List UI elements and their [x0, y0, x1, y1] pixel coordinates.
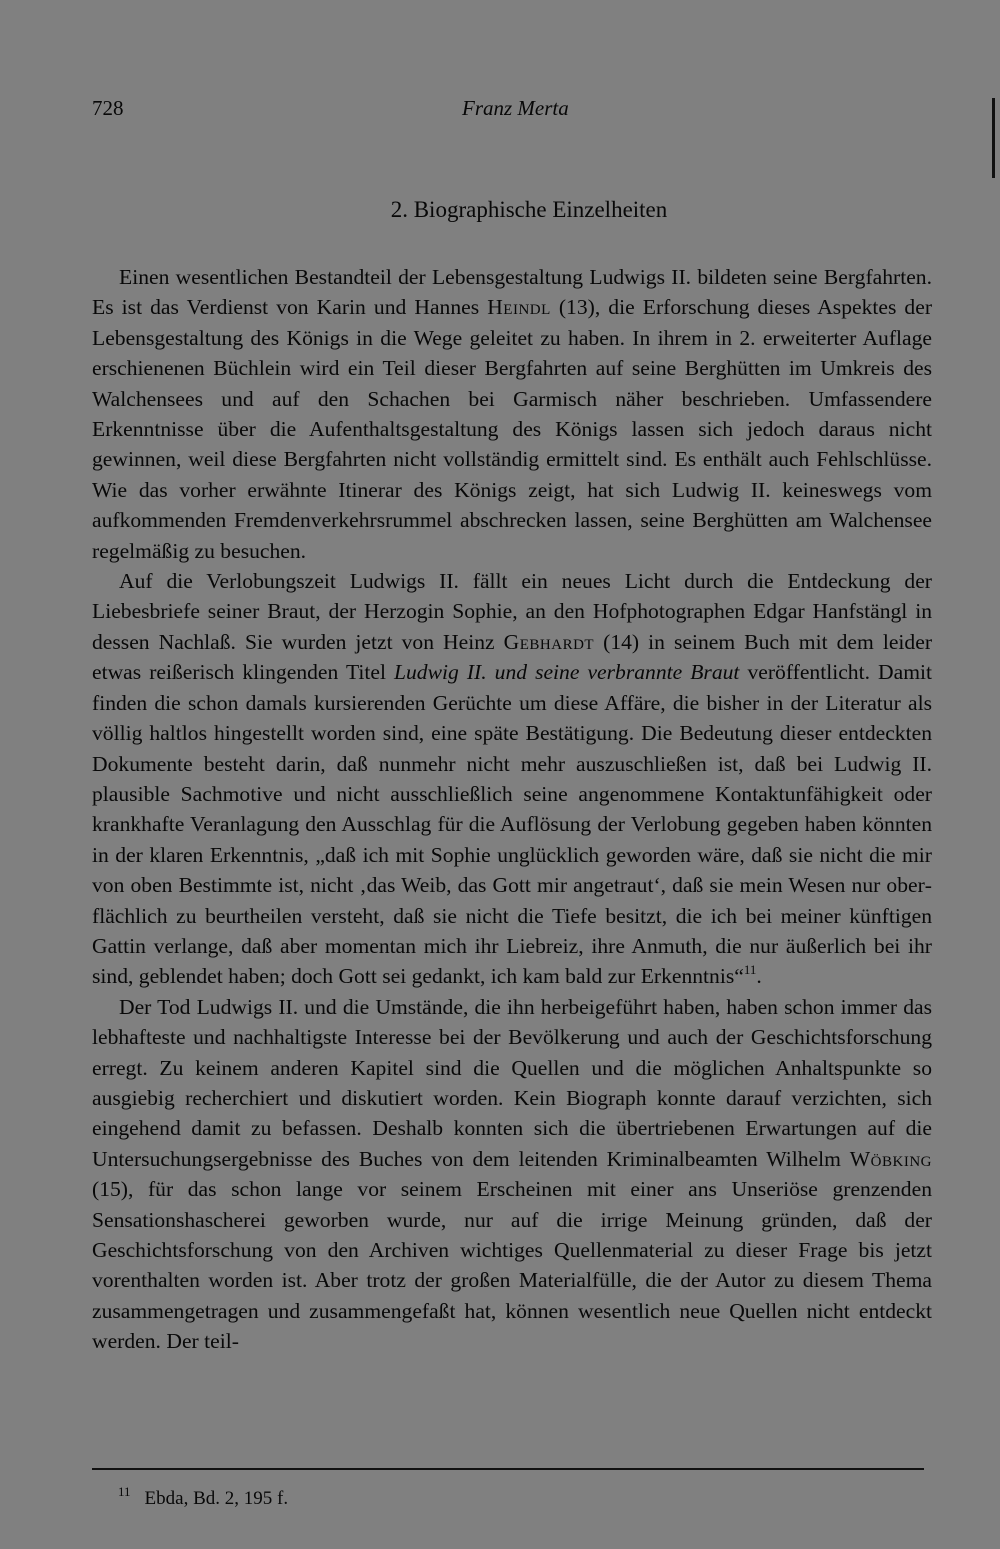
footnote [118, 1484, 289, 1510]
paragraph-2-text-c: veröffentlicht. Damit finden die schon damals kursierenden Gerüchte um diese Affäre, die bisher in der Literatur als völlig haltlos hingestellt worden sind, eine späte Bestätigung. Die Bedeutung dieser entdeckten Dokumente besteht darin, daß nunmehr nicht mehr auszuschließen ist, daß bei Ludwig II. plausible Sachmotive und nicht ausschließlich seine angenommene Kontaktunfähigkeit oder krankhafte Veranlagung den Ausschlag für die Auflösung der Verlobung gegeben haben könnten in der klaren Erkenntnis, „daß ich mit Sophie unglücklich geworden wäre, daß sie nicht die mir von oben Bestimmte ist, nicht ‚das Weib, das Gott mir angetraut‘, daß sie mein Wesen nur oberflächlich zu beurtheilen versteht, daß sie nicht die Tiefe besitzt, die ich bei meiner künftigen Gattin verlange, daß aber momentan mich ihr Liebreiz, ihre Anmuth, die nur äußerlich bei ihr sind, geblendet haben; doch Gott sei gedankt, ich kam bald zur Erkenntnis“ [92, 660, 932, 989]
paragraph-2-text-d: . [756, 964, 762, 989]
paragraph-1-text-b: (13), die Erforschung dieses Aspektes der Lebensgestaltung des Königs in die Wege geleitet zu haben. In ihrem in 2. erweiterter Auflage erschienenen Büchlein wird ein Teil dieser Bergfahrten auf seine Berghütten im Umkreis des Walchensees und auf den Schachen bei Garmisch näher beschrieben. Umfassendere Erkenntnisse über die Aufenthaltsgestaltung des Königs lassen sich jedoch daraus nicht gewinnen, weil diese Bergfahrten nicht vollständig ermittelt sind. Es enthält auch Fehlschlüsse. Wie das vorher erwähnte Itinerar des Königs zeigt, hat sich Ludwig II. keineswegs vom aufkommenden Fremdenverkehrsrummel abschrecken lassen, seine Berghütten am Walchensee regelmäßig zu besuchen. [92, 295, 933, 563]
paragraph-1 [92, 262, 932, 566]
footnote-text: Ebda, Bd. 2, 195 f. [144, 1488, 289, 1509]
footnote-number: 11 [118, 1484, 131, 1499]
paragraph-2-text-b: (14) in seinem Buch mit dem leider etwas reißerisch klingenden Titel [92, 629, 933, 685]
paragraph-1-text-a: Einen wesentlichen Bestandteil der Lebensgestaltung Ludwigs II. bildeten seine Bergfahrten. Es ist das Verdienst von Karin und Hannes [92, 265, 932, 320]
author-name-heindl: Heindl [487, 295, 551, 320]
running-head-author: Franz Merta [462, 96, 569, 120]
paragraph-3-text-a: Der Tod Ludwigs II. und die Umstände, die ihn herbeigeführt haben, haben schon immer das lebhafteste und nachhaltigste Interesse bei der Bevölkerung und auch der Geschichtsforschung erregt. Zu keinem anderen Kapitel sind die Quellen und die möglichen Anhaltspunkte so ausgiebig recherchiert und diskutiert worden. Kein Biograph konnte darauf verzichten, sich eingehend damit zu befassen. Deshalb konnten sich die übertriebenen Erwartungen auf die Untersuchungsergebnisse des Buches von dem leitenden Kriminalbeamten Wilhelm [92, 994, 932, 1171]
footnote-divider [92, 1468, 924, 1470]
paragraph-2-text-a: Auf die Verlobungszeit Ludwigs II. fällt ein neues Licht durch die Entdeckung der Liebesbriefe seiner Braut, der Herzogin Sophie, an den Hofphotographen Edgar Hanfstängl in dessen Nachlaß. Sie wurden jetzt von Heinz [92, 569, 932, 654]
paragraph-3-text-b: (15), für das schon lange vor seinem Erscheinen mit einer ans Unseriöse grenzenden Sensationshascherei geworben wurde, nur auf die irrige Meinung gründen, daß der Geschichtsforschung von den Archiven wichtiges Quellenmaterial zu dieser Frage bis jetzt vorenthalten worden ist. Aber trotz der großen Materialfülle, die der Autor zu diesem Thema zusammengetragen und zusammengefaßt hat, können wesentlich neue Quellen nicht entdeckt werden. Der teil- [92, 1177, 932, 1354]
paragraph-2 [92, 566, 932, 992]
page-number: 728 [92, 96, 124, 120]
body-text [92, 262, 932, 1357]
page-header [92, 96, 930, 126]
section-title: 2. Biographische Einzelheiten [390, 197, 668, 222]
footnote-reference: 11 [743, 962, 757, 978]
book-title: Ludwig II. und seine verbrannte Braut [394, 660, 740, 685]
author-name-gebhardt: Gebhardt [503, 629, 595, 654]
paragraph-3 [92, 992, 932, 1357]
author-name-woebking: Wöbking [849, 1146, 932, 1171]
page-edge-mark [992, 98, 995, 178]
